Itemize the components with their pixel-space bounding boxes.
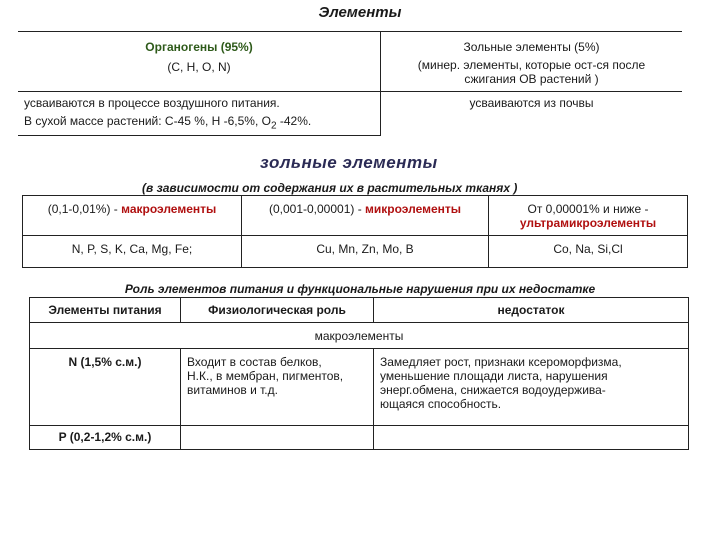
- micro-examples: Cu, Mn, Zn, Mo, B: [316, 242, 414, 256]
- ash-elements-heading: зольные элементы: [260, 153, 438, 172]
- micro-header-cell: [242, 196, 489, 236]
- role-cell: [181, 426, 374, 450]
- role-cell: Входит в состав белков, Н.К., в мембран, пигментов, витаминов и т.д.: [181, 349, 374, 426]
- header-role: Физиологическая роль: [181, 298, 374, 323]
- ash-desc-2: сжигания ОВ растений ): [464, 72, 599, 86]
- element-cell: N (1,5% с.м.): [30, 349, 181, 426]
- micro-range: (0,001-0,00001) -: [268, 202, 366, 216]
- header-elements: Элементы питания: [30, 298, 181, 323]
- deficiency-cell: Замедляет рост, признаки ксероморфизма, уменьшение площади листа, нарушения энерг.обмена, снижается водоудержива- ющаяся способность.: [374, 349, 689, 426]
- macro-examples-cell: [23, 236, 242, 268]
- deficiency-cell: [374, 426, 689, 450]
- element-cell: P (0,2-1,2% с.м.): [30, 426, 181, 450]
- ultramicro-range: От 0,00001% и ниже -: [527, 202, 649, 216]
- ash-elements-subheading: (в зависимости от содержания их в растительных тканях ): [142, 181, 518, 195]
- ash-desc-1: (минер. элементы, которые ост-ся после: [417, 58, 646, 72]
- group-macro-row: [30, 323, 689, 349]
- macro-range: (0,1-0,01%) -: [47, 202, 122, 216]
- ash-uptake: усваиваются из почвы: [469, 96, 594, 110]
- organogens-uptake-1: усваиваются в процессе воздушного питания.: [24, 96, 280, 110]
- ultramicro-header-cell: [489, 196, 688, 236]
- page-title: Элементы: [318, 4, 402, 21]
- organogens-title: Органогены (95%): [145, 40, 253, 54]
- organogens-elements: (C, H, O, N): [167, 60, 231, 74]
- macro-header-cell: [23, 196, 242, 236]
- organogens-uptake-2: В сухой массе растений: С-45 %, Н -6,5%, $О_2$ -42%.: [24, 114, 312, 132]
- ultramicro-name: ультрамикроэлементы: [519, 216, 657, 230]
- ultramicro-examples-cell: [489, 236, 688, 268]
- ash-classification-table: [22, 195, 688, 268]
- ultramicro-examples: Co, Na, Si,Cl: [553, 242, 623, 256]
- micro-name: микроэлементы: [365, 202, 462, 216]
- header-deficiency: недостаток: [374, 298, 689, 323]
- role-heading: Роль элементов питания и функциональные нарушения при их недостатке: [124, 282, 596, 296]
- group-label: макроэлементы: [314, 329, 404, 343]
- organogens-header-cell: [18, 32, 381, 92]
- organogens-uptake-cell: [18, 92, 381, 136]
- macro-examples: N, P, S, K, Ca, Mg, Fe;: [71, 242, 193, 256]
- table-row: [30, 426, 689, 450]
- table-row: [30, 349, 689, 426]
- micro-examples-cell: [242, 236, 489, 268]
- role-table: [29, 297, 689, 450]
- organogens-ash-table: [18, 31, 682, 136]
- ash-title: Зольные элементы (5%): [463, 40, 600, 54]
- macro-name: макроэлементы: [121, 202, 217, 216]
- ash-uptake-cell: [381, 92, 683, 136]
- ash-header-cell: [381, 32, 683, 92]
